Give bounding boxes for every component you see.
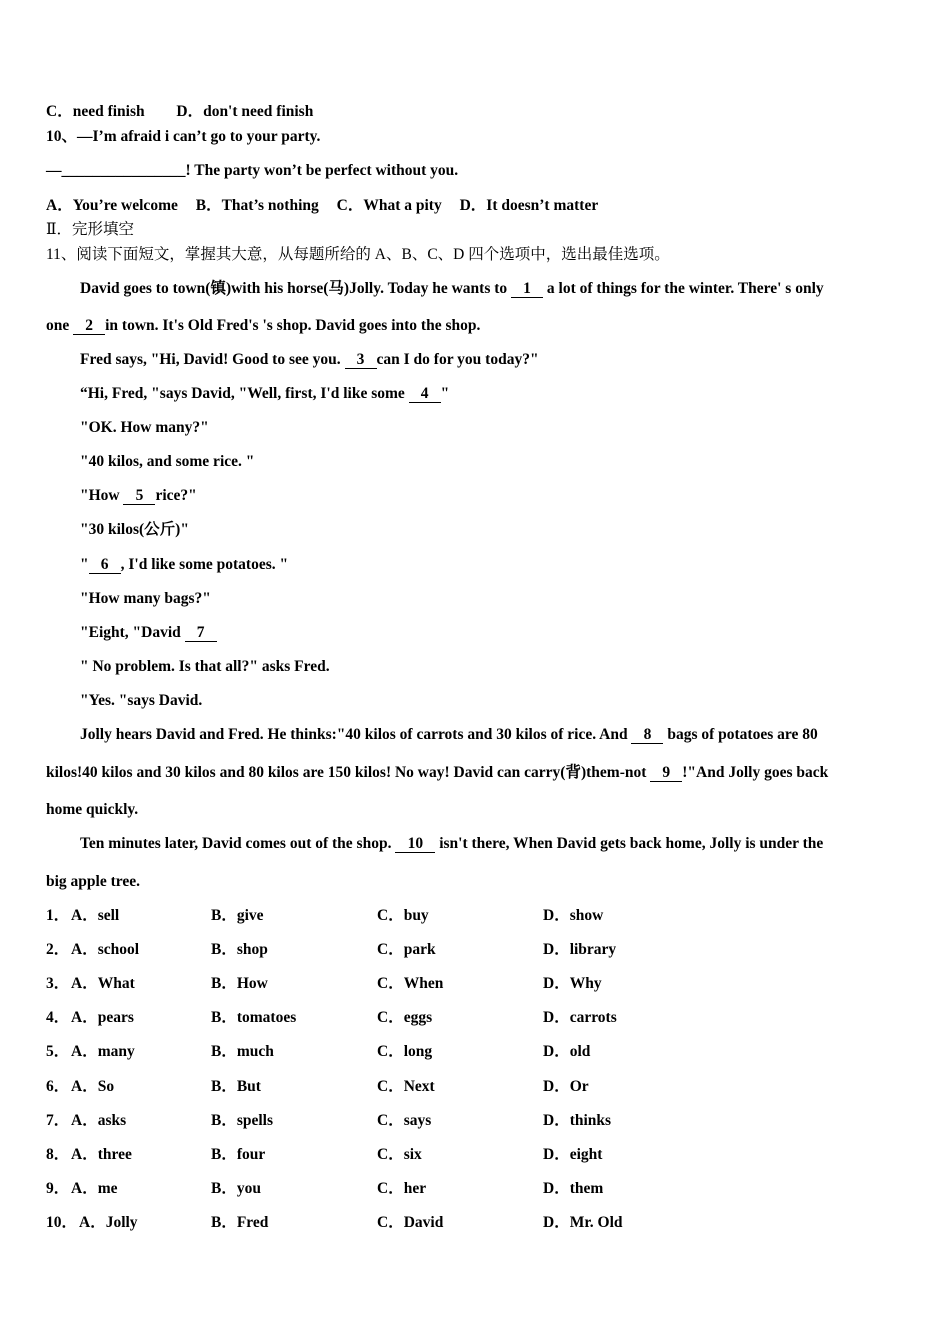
option-c: C．says [377,1111,432,1129]
passage-line: one 2 in town. It's Old Fred's 's shop. David goes into the shop. [46,317,481,334]
option-c: C．long [377,1043,433,1061]
q11-instruction: 11、阅读下面短文，掌握其大意，从每题所给的 A、B、C、D 四个选项中，选出最佳选项。 [46,246,670,263]
option-d: D．old [543,1043,591,1061]
cloze-blank-3: 3 [345,351,377,369]
cloze-blank-5: 5 [123,487,155,505]
q10-options [46,196,598,216]
q10-response: —________________! The party won’t be perfect without you. [46,162,459,179]
passage-line: "Eight, "David 7 [80,623,217,643]
passage-line: "OK. How many?" [80,419,209,436]
question-number: 10． [46,1213,78,1231]
cloze-blank-2: 2 [73,317,105,335]
option-b: B．But [211,1077,261,1095]
option-a: A．pears [71,1009,134,1027]
passage-line: Jolly hears David and Fred. He thinks:"40 kilos of carrots and 30 kilos of rice. And 8 bags of potatoes are 80 [80,726,818,743]
option-c: C．When [377,975,444,993]
choice-row [46,1179,906,1199]
passage-line: “Hi, Fred, "says David, "Well, first, I'd like some 4 " [80,385,450,402]
option-c: C．eggs [377,1009,433,1027]
option-a: A．You’re welcome [46,197,178,214]
question-number: 2． [46,941,70,959]
q9-options-tail [46,102,313,122]
option-c: C．What a pity [336,197,442,214]
option-b: B．four [211,1145,266,1163]
option-c: C．Next [377,1077,435,1095]
choice-row [46,1008,906,1028]
choice-row [46,1213,906,1233]
choice-row [46,906,906,926]
passage-line: " 6 , I'd like some potatoes. " [80,556,289,573]
question-number: 6． [46,1077,70,1095]
question-number: 5． [46,1043,70,1061]
cloze-blank-6: 6 [89,556,121,574]
option-a: A．sell [71,907,120,924]
choice-row [46,1111,906,1131]
option-d: D．eight [543,1145,603,1163]
question-number: 9． [46,1179,70,1197]
option-b: B．tomatoes [211,1009,297,1027]
question-number: 7． [46,1111,70,1129]
option-a: A．three [71,1145,132,1163]
option-d: D．Or [543,1077,589,1095]
option-d: D．them [543,1179,604,1197]
option-b: B．Fred [211,1213,269,1231]
option-c: C．David [377,1213,444,1231]
cloze-blank-10: 10 [395,835,435,853]
option-b: B．shop [211,941,268,959]
passage-line: "30 kilos(公斤)" [80,521,189,538]
option-d: D．library [543,941,617,959]
option-c: C．need finish [46,103,145,120]
answer-blank: ________________ [61,162,186,179]
question-number: 4． [46,1009,70,1027]
cloze-blank-1: 1 [511,280,543,298]
passage-line: home quickly. [46,801,139,818]
option-d: D．show [543,907,604,924]
option-d: D．don't need finish [176,103,314,120]
option-a: A．So [71,1077,115,1095]
option-a: A．many [71,1043,135,1061]
cloze-blank-8: 8 [631,726,663,744]
choice-row [46,1042,906,1062]
option-d: D．Mr. Old [543,1213,623,1231]
option-a: A．school [71,941,140,959]
option-c: C．park [377,941,436,959]
cloze-blank-9: 9 [650,764,682,782]
q10-stem: 10、—I’m afraid i can’t go to your party. [46,128,321,145]
question-number: 3． [46,975,70,993]
passage-line: big apple tree. [46,873,140,890]
option-a: A．asks [71,1111,127,1129]
choice-row [46,974,906,994]
cloze-blank-4: 4 [409,385,441,403]
choice-row [46,1145,906,1165]
section-title: Ⅱ．完形填空 [46,221,135,238]
option-a: A．me [71,1179,118,1197]
cloze-blank-7: 7 [185,624,217,642]
passage-line: Fred says, "Hi, David! Good to see you. 3 can I do for you today?" [80,351,539,368]
option-b: B．How [211,975,268,993]
passage-line: David goes to town(镇)with his horse(马)Jolly. Today he wants to 1 a lot of things for the winter. There' s only [80,280,824,297]
option-a: A．Jolly [79,1213,138,1231]
option-b: B．you [211,1179,261,1197]
option-b: B．spells [211,1111,274,1129]
option-c: C．six [377,1145,422,1163]
passage-line: kilos!40 kilos and 30 kilos and 80 kilos are 150 kilos! No way! David can carry(背)them-not 9 !"And Jolly goes back [46,764,829,781]
option-b: B．give [211,907,264,924]
passage-line: "40 kilos, and some rice. " [80,453,255,470]
passage-line: Ten minutes later, David comes out of the shop. 10 isn't there, When David gets back home, Jolly is under the [80,835,824,852]
choice-row [46,940,906,960]
option-d: D．Why [543,975,602,993]
option-c: C．her [377,1179,427,1197]
passage-line: " No problem. Is that all?" asks Fred. [80,658,330,675]
passage-line: "Yes. "says David. [80,692,203,709]
passage-line: "How many bags?" [80,590,211,607]
passage-line: "How 5 rice?" [80,487,197,504]
option-b: B．That’s nothing [195,197,319,214]
option-a: A．What [71,975,135,993]
option-b: B．much [211,1043,274,1061]
option-d: D．thinks [543,1111,612,1129]
question-number: 1． [46,907,70,924]
option-c: C．buy [377,907,429,924]
option-d: D．It doesn’t matter [459,197,599,214]
question-number: 8． [46,1145,70,1163]
choice-row [46,1077,906,1097]
option-d: D．carrots [543,1009,617,1027]
